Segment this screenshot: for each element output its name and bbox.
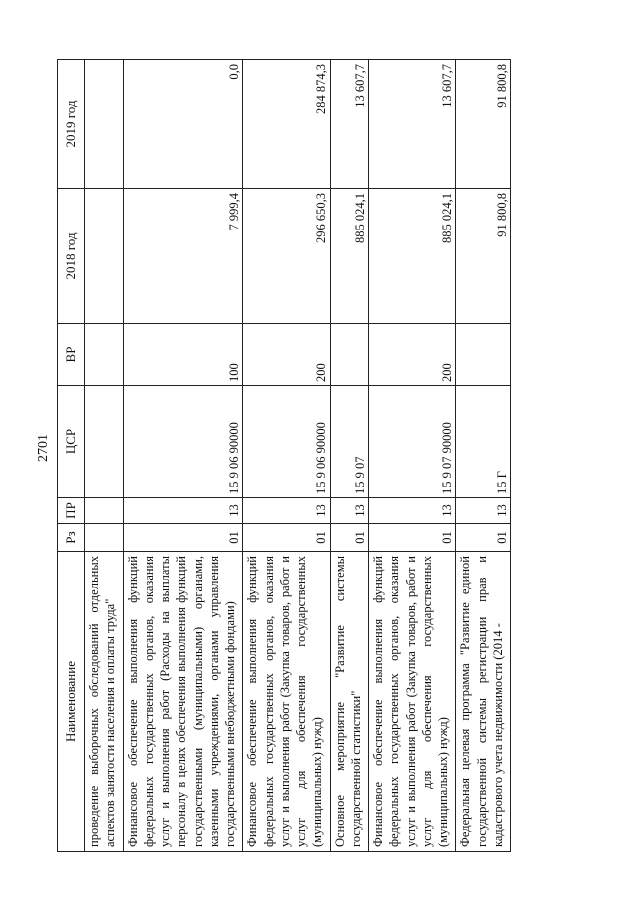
row-vr: [456, 324, 511, 386]
rotated-table-wrapper: [57, 60, 597, 852]
row-pr: [85, 498, 124, 524]
header-2018: 2018 год: [58, 189, 85, 324]
row-csr: 15 9 06 90000: [123, 386, 243, 498]
row-pr: 13: [123, 498, 243, 524]
row-name: Финансовое обеспечение выполнения функций федеральных государственных органов, оказания услуг и выполнения работ (Закупка товаров, работ и услуг для обеспечения государственных (муниципальных) нужд): [243, 552, 330, 852]
header-vr: ВР: [58, 324, 85, 386]
row-csr: 15 9 06 90000: [243, 386, 330, 498]
row-csr: 15 9 07 90000: [369, 386, 456, 498]
row-vr: 200: [369, 324, 456, 386]
row-2019: 284 874,3: [243, 60, 330, 189]
row-2018: 91 800,8: [456, 189, 511, 324]
row-vr: 200: [243, 324, 330, 386]
budget-table: [57, 59, 511, 852]
row-2019: 0,0: [123, 60, 243, 189]
page-number: 2701: [36, 434, 51, 462]
table-row: [243, 60, 330, 852]
row-2019: 91 800,8: [456, 60, 511, 189]
row-name: Финансовое обеспечение выполнения функций федеральных государственных органов, оказания услуг и выполнения работ (Закупка товаров, работ и услуг для обеспечения государственных (муниципальных) нужд): [369, 552, 456, 852]
row-2019: 13 607,7: [330, 60, 369, 189]
table-row: [456, 60, 511, 852]
row-pr: 13: [243, 498, 330, 524]
table-row: [123, 60, 243, 852]
row-rz: 01: [123, 524, 243, 552]
row-csr: 15 Г: [456, 386, 511, 498]
row-rz: 01: [456, 524, 511, 552]
row-2019: 13 607,7: [369, 60, 456, 189]
table-row: [85, 60, 124, 852]
row-name: Федеральная целевая программа "Развитие единой государственной системы регистрации прав и кадастрового учета недвижимости (2014 -: [456, 552, 511, 852]
table-row: [330, 60, 369, 852]
table-row: [369, 60, 456, 852]
row-pr: 13: [456, 498, 511, 524]
row-vr: [330, 324, 369, 386]
row-2018: 885 024,1: [330, 189, 369, 324]
row-rz: 01: [330, 524, 369, 552]
row-name: проведение выборочных обследований отдельных аспектов занятости населения и оплаты труда": [85, 552, 124, 852]
row-name: Финансовое обеспечение выполнения функций федеральных государственных органов, оказания услуг и выполнения работ (Расходы на выплаты персоналу в целях обеспечения выполнения функций государственными (муниципальными) органами, казенными учреждениями, органами управления государственными внебюджетными фондами): [123, 552, 243, 852]
row-name: Основное мероприятие "Развитие системы государственной статистики": [330, 552, 369, 852]
row-pr: 13: [330, 498, 369, 524]
header-2019: 2019 год: [58, 60, 85, 189]
row-rz: 01: [369, 524, 456, 552]
header-name: Наименование: [58, 552, 85, 852]
header-row: [58, 60, 85, 852]
row-2019: [85, 60, 124, 189]
header-pr: ПР: [58, 498, 85, 524]
row-vr: [85, 324, 124, 386]
row-2018: 885 024,1: [369, 189, 456, 324]
row-rz: [85, 524, 124, 552]
row-2018: [85, 189, 124, 324]
row-rz: 01: [243, 524, 330, 552]
row-csr: [85, 386, 124, 498]
row-csr: 15 9 07: [330, 386, 369, 498]
row-2018: 296 650,3: [243, 189, 330, 324]
header-rz: Рз: [58, 524, 85, 552]
row-pr: 13: [369, 498, 456, 524]
header-csr: ЦСР: [58, 386, 85, 498]
row-2018: 7 999,4: [123, 189, 243, 324]
row-vr: 100: [123, 324, 243, 386]
